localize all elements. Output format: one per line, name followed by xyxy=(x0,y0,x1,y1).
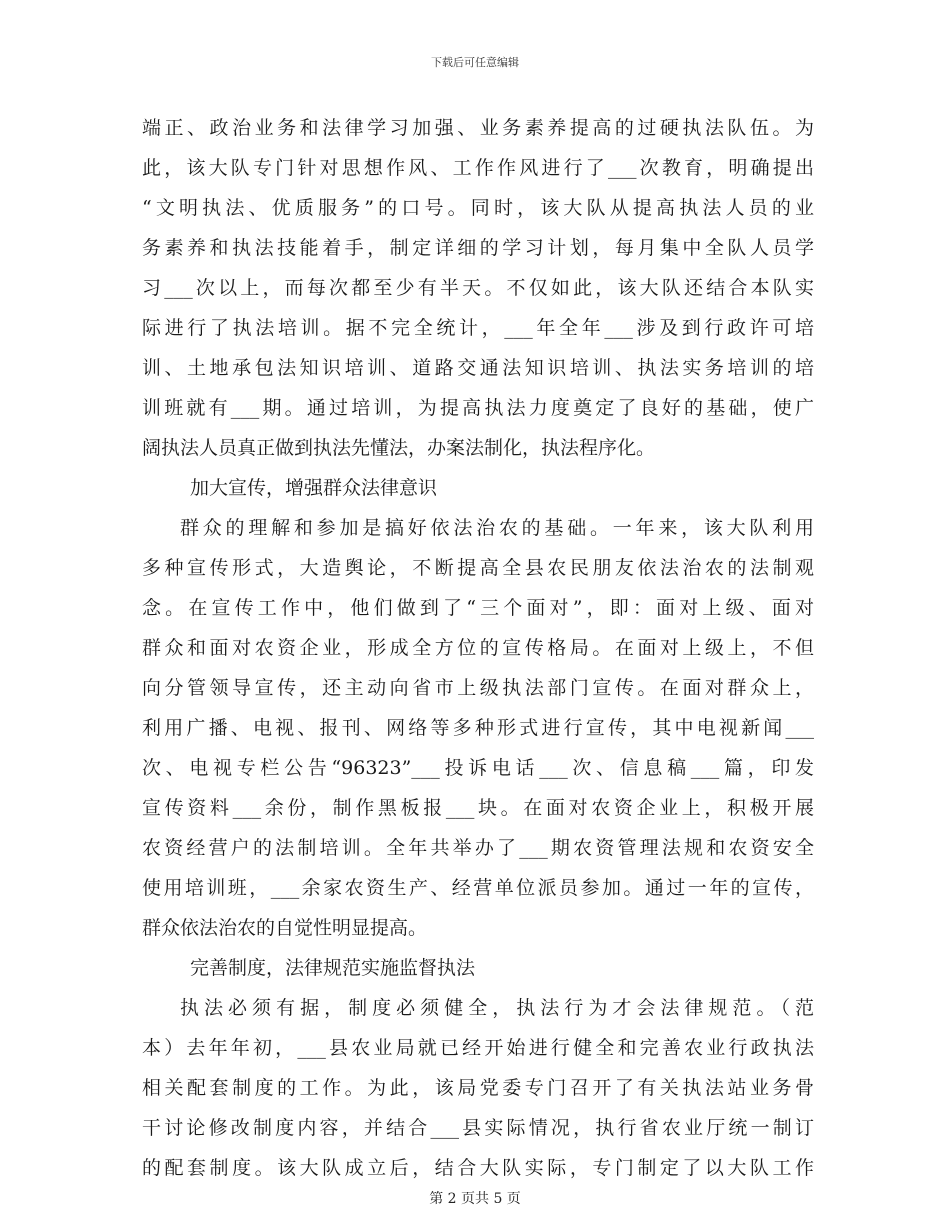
text-line: 次、电视专栏公告“96323”___投诉电话___次、信息稿___篇，印发 xyxy=(142,757,814,779)
text-line: 群众和面对农资企业，形成全方位的宣传格局。在面对上级上，不但 xyxy=(142,637,814,659)
text-line: 向分管领导宣传，还主动向省市上级执法部门宣传。在面对群众上， xyxy=(142,677,814,699)
text-line: 端正、政治业务和法律学习加强、业务素养提高的过硬执法队伍。为 xyxy=(142,117,814,139)
text-line: 此，该大队专门针对思想作风、工作作风进行了___次教育，明确提出 xyxy=(142,157,814,179)
text-line: 念。在宣传工作中，他们做到了“三个面对”，即：面对上级、面对 xyxy=(142,597,814,619)
page-footer: 第 2 页共 5 页 xyxy=(429,1191,521,1207)
text-line: 群众依法治农的自觉性明显提高。 xyxy=(142,917,428,939)
text-line: 的配套制度。该大队成立后，结合大队实际，专门制定了以大队工作 xyxy=(142,1157,814,1179)
text-line: 阔执法人员真正做到执法先懂法，办案法制化，执法程序化。 xyxy=(142,437,656,459)
text-line: 群众的理解和参加是搞好依法治农的基础。一年来，该大队利用 xyxy=(180,517,814,539)
text-line: 多种宣传形式，大造舆论，不断提高全县农民朋友依法治农的法制观 xyxy=(142,557,814,579)
text-line: 习___次以上，而每次都至少有半天。不仅如此，该大队还结合本队实 xyxy=(142,277,814,299)
text-line: 务素养和执法技能着手，制定详细的学习计划，每月集中全队人员学 xyxy=(142,237,814,259)
page-header: 下载后可任意编辑 xyxy=(431,56,519,69)
section-heading: 完善制度，法律规范实施监督执法 xyxy=(190,957,476,979)
text-line: 宣传资料___余份，制作黑板报___块。在面对农资企业上，积极开展 xyxy=(142,797,814,819)
text-line: 利用广播、电视、报刊、网络等多种形式进行宣传，其中电视新闻___ xyxy=(142,717,814,739)
text-line: “文明执法、优质服务”的口号。同时，该大队从提高执法人员的业 xyxy=(142,197,814,219)
text-line: 本）去年年初，___县农业局就已经开始进行健全和完善农业行政执法 xyxy=(142,1037,814,1059)
section-heading: 加大宣传，增强群众法律意识 xyxy=(190,477,438,499)
document-body xyxy=(142,108,814,1188)
text-line: 际进行了执法培训。据不完全统计，___年全年___涉及到行政许可培 xyxy=(142,317,814,339)
text-line: 执法必须有据，制度必须健全，执法行为才会法律规范。（范 xyxy=(180,997,814,1019)
text-line: 训班就有___期。通过培训，为提高执法力度奠定了良好的基础，使广 xyxy=(142,397,814,419)
text-line: 训、土地承包法知识培训、道路交通法知识培训、执法实务培训的培 xyxy=(142,357,814,379)
text-line: 相关配套制度的工作。为此，该局党委专门召开了有关执法站业务骨 xyxy=(142,1077,814,1099)
text-line: 干讨论修改制度内容，并结合___县实际情况，执行省农业厅统一制订 xyxy=(142,1117,814,1139)
text-line: 使用培训班，___余家农资生产、经营单位派员参加。通过一年的宣传， xyxy=(142,877,814,899)
text-line: 农资经营户的法制培训。全年共举办了___期农资管理法规和农资安全 xyxy=(142,837,814,859)
